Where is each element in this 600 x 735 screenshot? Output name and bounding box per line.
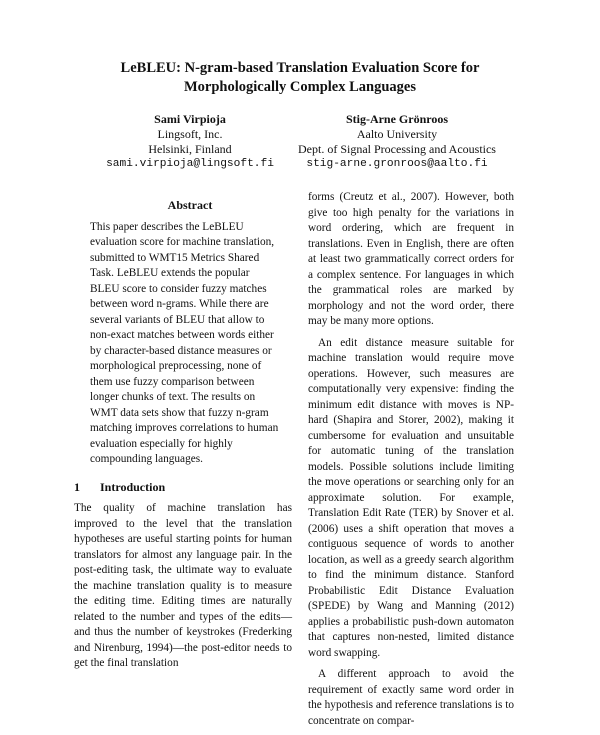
body-paragraph: A different approach to avoid the requirement of exactly same word order in the hypothesis and reference translations is to concentrate on compar- <box>308 668 514 727</box>
author-block-2 <box>292 112 502 172</box>
body-paragraph: An edit distance measure suitable for machine translation would require move operations. However, such measures are computationally very expensive: finding the minimum edit distance with moves is NP-hard (Shapira and Storer, 2002), making it cumbersome for evaluation and unsuitable for automatic tuning of the translation models. Possible solutions include limiting the move operations or searching only for an approximate solution. For example, Translation Edit Rate (TER) by Snover et al. (2006) uses a shift operation that moves a contiguous sequence of words to another location, as well as a greedy search algorithm to find the minimum distance. Stanford Probabilistic Edit Distance Evaluation (SPEDE) by Wang and Manning (2012) applies a probabilistic push-down automaton that captures non-nested, limited distance word swapping. <box>308 336 514 659</box>
introduction-paragraph-1: The quality of machine translation has improved to the level that the translation hypotheses are useful starting points for human translators for almost any language pair. In the post-editing task, the ultimate way to evaluate the machine translation quality is to measure the editing time. Editing times are naturally related to the number and types of the edits—and thus the number of keystrokes (Frederking and Nirenburg, 1994)—the post-editor needs to get the final translation <box>74 502 292 669</box>
author-block-1 <box>90 112 290 172</box>
author-affiliation: Lingsoft, Inc. <box>157 127 223 141</box>
author-email: stig-arne.gronroos@aalto.fi <box>306 158 488 170</box>
section-title: Introduction <box>100 479 166 494</box>
author-name: Stig-Arne Grönroos <box>345 112 449 126</box>
section-number: 1 <box>74 479 80 494</box>
left-column <box>74 198 292 672</box>
paper-title <box>0 59 600 97</box>
paper-title-line-2: Morphologically Complex Languages <box>183 79 416 95</box>
abstract <box>88 198 292 468</box>
author-location: Helsinki, Finland <box>148 142 232 156</box>
body-paragraph: forms (Creutz et al., 2007). However, both give too high penalty for the variations in word ordering, which are frequent in translations. Even in English, there are often at least two grammatically correct orders for a complex sentence. For languages in which the grammatical roles are marked by morphology and not the word order, there may be many more options. <box>308 191 514 327</box>
section-heading-introduction <box>74 480 292 496</box>
abstract-heading: Abstract <box>167 198 213 212</box>
author-location: Dept. of Signal Processing and Acoustics <box>298 142 496 156</box>
author-email: sami.virpioja@lingsoft.fi <box>106 158 274 170</box>
abstract-text: This paper describes the LeBLEU evaluation score for machine translation, submitted to WMT15 Metrics Shared Task. LeBLEU extends the popular BLEU score to consider fuzzy matches between word n-grams. While there are several variants of BLEU that allow to non-exact matches between words either by character-based distance measures or morphological preprocessing, none of them use fuzzy comparison between longer chunks of text. The results on WMT data sets show that fuzzy n-gram matching improves correlations to human evaluation especially for highly compounding languages. <box>90 220 279 465</box>
right-column <box>308 190 514 735</box>
author-affiliation: Aalto University <box>356 127 438 141</box>
paper-title-line-1: LeBLEU: N-gram-based Translation Evaluation Score for <box>120 60 480 76</box>
author-name: Sami Virpioja <box>154 112 226 126</box>
